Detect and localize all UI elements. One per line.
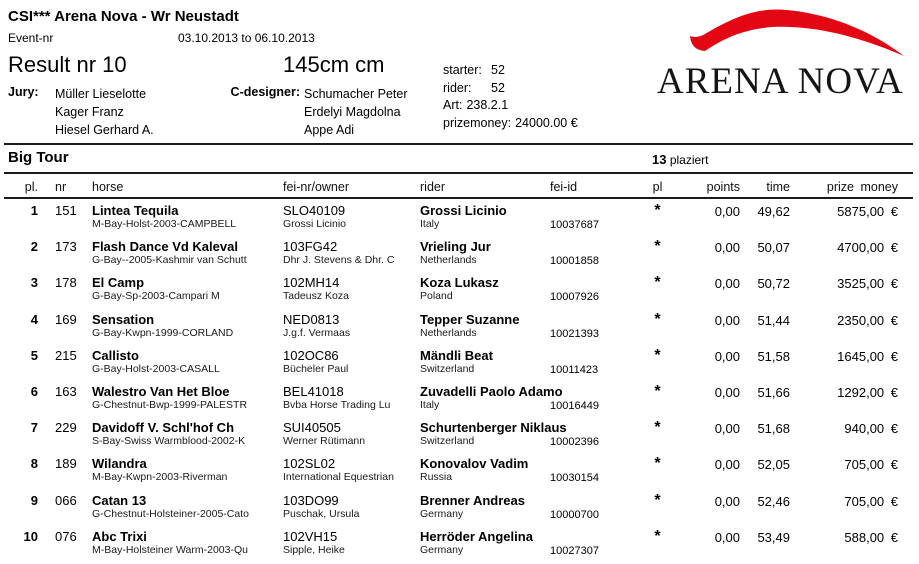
horse-cell [92, 457, 283, 483]
result-row [0, 310, 905, 346]
result-row [0, 491, 905, 527]
horse-breeding: G-Chestnut-Bwp-1999-PALESTR [92, 398, 248, 411]
points-cell: 0,00 [714, 312, 740, 328]
horse-breeding: M-Bay-Holsteiner Warm-2003-Qu [92, 543, 248, 556]
horse-breeding: S-Bay-Swiss Warmblood-2002-K [92, 435, 246, 448]
place-cell: 7 [30, 420, 38, 436]
fei-nr: SUI40505 [283, 421, 341, 436]
horse-name: Catan 13 [92, 492, 147, 508]
table-header-row [0, 180, 905, 194]
divider [4, 143, 913, 145]
rider-name: Grossi Licinio [420, 203, 507, 218]
fei-nr: BEL41018 [283, 384, 344, 399]
rider-country: Switzerland [420, 435, 475, 448]
jury-member: Hiesel Gerhard A. [55, 123, 154, 137]
course-designer: Erdelyi Magdolna [304, 105, 401, 119]
time-cell: 50,07 [757, 240, 790, 256]
place-cell: 8 [30, 456, 38, 472]
horse-name: Callisto [92, 347, 139, 363]
place-cell: 4 [30, 311, 38, 327]
prize-money-cell: 4700,00 € [837, 240, 898, 256]
placed-count-value: 13 [652, 152, 667, 167]
rider-country: Italy [420, 398, 440, 411]
startnr-cell: 215 [55, 347, 77, 363]
col-header-horse: horse [92, 180, 124, 194]
jury-label: Jury: [8, 85, 39, 99]
fei-id: 10002396 [550, 436, 599, 449]
rider-name: Koza Lukasz [420, 275, 499, 291]
rider-country: Italy [420, 218, 440, 230]
fei-id: 10037687 [550, 219, 599, 231]
rider-name: Mändli Beat [420, 347, 493, 363]
owner: Grossi Licinio [283, 218, 347, 230]
time-cell: 51,68 [757, 421, 790, 437]
fei-id-cell [547, 385, 640, 412]
owner: Tadeusz Koza [283, 290, 349, 303]
time-cell: 49,62 [757, 204, 790, 219]
fei-id-cell [547, 530, 640, 557]
startnr-cell: 151 [55, 203, 77, 218]
result-row [0, 201, 905, 237]
rider-cell [415, 276, 547, 302]
rider-country: Switzerland [420, 362, 475, 375]
stat-label: Art: [443, 98, 463, 112]
owner: Sipple, Heike [283, 543, 345, 556]
horse-cell [92, 349, 283, 375]
prize-money-cell: 705,00 € [844, 457, 898, 473]
fei-id: 10011423 [550, 363, 599, 376]
results-body [0, 201, 905, 563]
startnr-cell: 076 [55, 528, 77, 544]
rider-name: Tepper Suzanne [420, 311, 520, 327]
horse-cell [92, 421, 283, 447]
points-cell: 0,00 [714, 457, 740, 473]
horse-name: Sensation [92, 311, 155, 327]
fei-id: 10021393 [550, 327, 599, 340]
stat-prizemoney [443, 115, 578, 133]
competition-title: CSI*** Arena Nova - Wr Neustadt [8, 8, 239, 25]
fei-id: 10001858 [550, 255, 599, 268]
horse-cell [92, 385, 283, 411]
placed-mark-cell: * [654, 346, 661, 364]
prize-money-cell: 2350,00 € [837, 312, 898, 328]
stat-value: 52 [491, 63, 505, 77]
logo-text: ARENA NOVA [657, 61, 904, 102]
fei-id: 10007926 [550, 291, 599, 304]
placed-count [652, 152, 709, 167]
horse-breeding: G-Chestnut-Holsteiner-2005-Cato [92, 507, 249, 520]
fei-nr-owner-cell [283, 204, 415, 230]
rider-cell [415, 349, 547, 375]
rider-name: Konovalov Vadim [420, 456, 529, 472]
fei-id: 10000700 [550, 508, 599, 521]
jury-member: Müller Lieselotte [55, 87, 147, 101]
points-cell: 0,00 [714, 276, 740, 292]
startnr-cell: 066 [55, 492, 77, 508]
horse-name: Flash Dance Vd Kaleval [92, 239, 238, 255]
course-designer-label: C-designer: [230, 85, 300, 99]
logo-swoosh-icon [677, 6, 912, 64]
place-cell: 5 [30, 347, 38, 363]
fei-id-cell [547, 457, 640, 484]
result-row [0, 382, 905, 418]
rider-name: Vrieling Jur [420, 239, 491, 255]
result-row [0, 237, 905, 273]
jury-member: Kager Franz [55, 105, 124, 119]
horse-breeding: G-Bay--2005-Kashmir van Schutt [92, 254, 247, 267]
horse-breeding: M-Bay-Holst-2003-CAMPBELL [92, 218, 237, 230]
points-cell: 0,00 [714, 240, 740, 256]
fei-id: 10027307 [550, 544, 599, 557]
rider-name: Schurtenberger Niklaus [420, 420, 567, 436]
time-cell: 50,72 [757, 276, 790, 292]
fei-nr-owner-cell [283, 530, 415, 556]
stat-label: rider: [443, 80, 472, 95]
startnr-cell: 189 [55, 456, 77, 472]
time-cell: 52,05 [757, 457, 790, 473]
prize-money-cell: 705,00 € [844, 493, 898, 509]
fei-nr: 102SL02 [283, 457, 336, 472]
fei-nr-owner-cell [283, 349, 415, 375]
horse-breeding: M-Bay-Kwpn-2003-Riverman [92, 471, 228, 484]
points-cell: 0,00 [714, 384, 740, 400]
points-cell: 0,00 [714, 493, 740, 509]
time-cell: 51,58 [757, 348, 790, 364]
col-header-nr: nr [55, 180, 67, 194]
prize-money-cell: 940,00 € [844, 421, 898, 437]
points-cell: 0,00 [714, 348, 740, 364]
horse-name: Abc Trixi [92, 528, 147, 544]
event-nr-label: Event-nr [8, 31, 54, 45]
col-header-prize-money: prize money [826, 180, 898, 194]
result-row [0, 527, 905, 563]
stat-value: 24000.00 € [515, 115, 578, 130]
col-header-pl: pl. [24, 180, 38, 194]
rider-country: Netherlands [420, 254, 477, 267]
col-header-fei-nr-owner: fei-nr/owner [283, 180, 349, 194]
fei-id-cell [547, 421, 640, 448]
placed-mark-cell: * [654, 202, 661, 219]
owner: Werner Rütimann [283, 435, 366, 448]
prize-money-cell: 5875,00 € [837, 204, 898, 219]
points-cell: 0,00 [714, 421, 740, 437]
horse-breeding: G-Bay-Sp-2003-Campari M [92, 290, 220, 303]
startnr-cell: 229 [55, 420, 77, 436]
fei-id-cell [547, 204, 640, 231]
rider-country: Germany [420, 543, 464, 556]
stat-art [443, 97, 578, 115]
startnr-cell: 173 [55, 239, 77, 255]
col-header-pl2: pl [652, 180, 663, 194]
divider [4, 172, 913, 174]
place-cell: 3 [30, 275, 38, 291]
result-row [0, 454, 905, 490]
rider-country: Russia [420, 471, 453, 484]
prize-money-cell: 1645,00 € [837, 348, 898, 364]
placed-mark-cell: * [654, 310, 661, 328]
fei-nr-owner-cell [283, 313, 415, 339]
placed-mark-cell: * [654, 527, 661, 545]
prize-money-cell: 588,00 € [844, 529, 898, 545]
horse-cell [92, 276, 283, 302]
horse-cell [92, 530, 283, 556]
rider-country: Poland [420, 290, 453, 303]
fei-nr: 103FG42 [283, 240, 338, 255]
placed-mark-cell: * [654, 419, 661, 437]
placed-mark-cell: * [654, 491, 661, 509]
fei-nr-owner-cell [283, 276, 415, 302]
place-cell: 2 [30, 239, 38, 255]
horse-cell [92, 204, 283, 230]
stat-starter [443, 62, 578, 80]
horse-name: Davidoff V. Schl'hof Ch [92, 420, 235, 436]
fei-id: 10016449 [550, 399, 599, 412]
fei-id: 10030154 [550, 472, 599, 485]
owner: Dhr J. Stevens & Dhr. C [283, 254, 395, 267]
result-title: Result nr 10 [8, 52, 127, 77]
time-cell: 51,66 [757, 384, 790, 400]
rider-cell [415, 240, 547, 266]
placed-mark-cell: * [654, 274, 661, 292]
prize-money-cell: 3525,00 € [837, 276, 898, 292]
rider-cell [415, 204, 547, 230]
horse-name: Wilandra [92, 456, 147, 472]
section-title: Big Tour [8, 149, 69, 166]
horse-cell [92, 313, 283, 339]
horse-cell [92, 494, 283, 520]
fei-id-cell [547, 276, 640, 303]
owner: Bücheler Paul [283, 362, 349, 375]
fei-nr: NED0813 [283, 312, 340, 327]
startnr-cell: 169 [55, 311, 77, 327]
fei-nr-owner-cell [283, 421, 415, 447]
time-cell: 52,46 [757, 493, 790, 509]
startnr-cell: 178 [55, 275, 77, 291]
fei-nr-owner-cell [283, 494, 415, 520]
obstacle-height: 145cm cm [283, 52, 385, 77]
horse-name: Lintea Tequila [92, 203, 179, 218]
fei-nr-owner-cell [283, 385, 415, 411]
rider-name: Zuvadelli Paolo Adamo [420, 383, 563, 399]
placed-mark-cell: * [654, 382, 661, 400]
col-header-time: time [766, 180, 790, 194]
course-designer: Schumacher Peter [304, 87, 408, 101]
points-cell: 0,00 [714, 529, 740, 545]
arena-nova-logo [655, 2, 913, 102]
jury-list [55, 85, 154, 139]
stat-value: 52 [491, 80, 505, 95]
divider [4, 197, 913, 199]
event-dates: 03.10.2013 to 06.10.2013 [178, 31, 315, 45]
placed-count-label: plaziert [669, 153, 709, 167]
fei-nr-owner-cell [283, 457, 415, 483]
fei-nr: 103DO99 [283, 493, 339, 508]
horse-breeding: G-Bay-Kwpn-1999-CORLAND [92, 326, 234, 339]
placed-mark-cell: * [654, 455, 661, 473]
fei-nr: 102OC86 [283, 348, 339, 363]
fei-id-cell [547, 349, 640, 376]
rider-name: Brenner Andreas [420, 492, 525, 508]
horse-name: El Camp [92, 275, 145, 291]
horse-cell [92, 240, 283, 266]
rider-name: Herröder Angelina [420, 528, 533, 544]
time-cell: 51,44 [757, 312, 790, 328]
owner: Puschak, Ursula [283, 507, 360, 520]
event-stats [443, 62, 578, 132]
place-cell: 10 [23, 528, 38, 544]
horse-breeding: G-Bay-Holst-2003-CASALL [92, 362, 220, 375]
result-row [0, 273, 905, 309]
stat-label: starter: [443, 63, 482, 77]
horse-name: Walestro Van Het Bloe [92, 383, 230, 399]
fei-id-cell [547, 494, 640, 521]
result-row [0, 418, 905, 454]
course-designer-list [304, 85, 408, 139]
stat-label: prizemoney: [443, 115, 512, 130]
place-cell: 9 [30, 492, 38, 508]
place-cell: 1 [30, 203, 38, 218]
course-designer: Appe Adi [304, 123, 355, 137]
stat-rider [443, 80, 578, 98]
rider-cell [415, 530, 547, 556]
rider-cell [415, 420, 567, 448]
rider-cell [415, 313, 547, 339]
col-header-points: points [706, 180, 740, 194]
fei-id-cell [547, 313, 640, 340]
fei-nr-owner-cell [283, 240, 415, 266]
rider-cell [415, 457, 547, 483]
rider-country: Netherlands [420, 326, 477, 339]
fei-nr: SLO40109 [283, 204, 346, 218]
owner: International Equestrian [283, 471, 394, 484]
stat-value: 238.2.1 [466, 98, 509, 112]
result-row [0, 346, 905, 382]
placed-mark-cell: * [654, 238, 661, 256]
col-header-fei-id: fei-id [550, 180, 578, 194]
place-cell: 6 [30, 383, 38, 399]
points-cell: 0,00 [714, 204, 740, 219]
startnr-cell: 163 [55, 383, 77, 399]
fei-nr: 102MH14 [283, 276, 340, 291]
owner: J.g.f. Vermaas [283, 326, 351, 339]
fei-id-cell [547, 240, 640, 267]
owner: Bvba Horse Trading Lu [283, 398, 391, 411]
rider-cell [415, 494, 547, 520]
fei-nr: 102VH15 [283, 529, 338, 544]
time-cell: 53,49 [757, 529, 790, 545]
prize-money-cell: 1292,00 € [837, 384, 898, 400]
rider-country: Germany [420, 507, 464, 520]
col-header-rider: rider [420, 180, 446, 194]
rider-cell [415, 383, 563, 411]
